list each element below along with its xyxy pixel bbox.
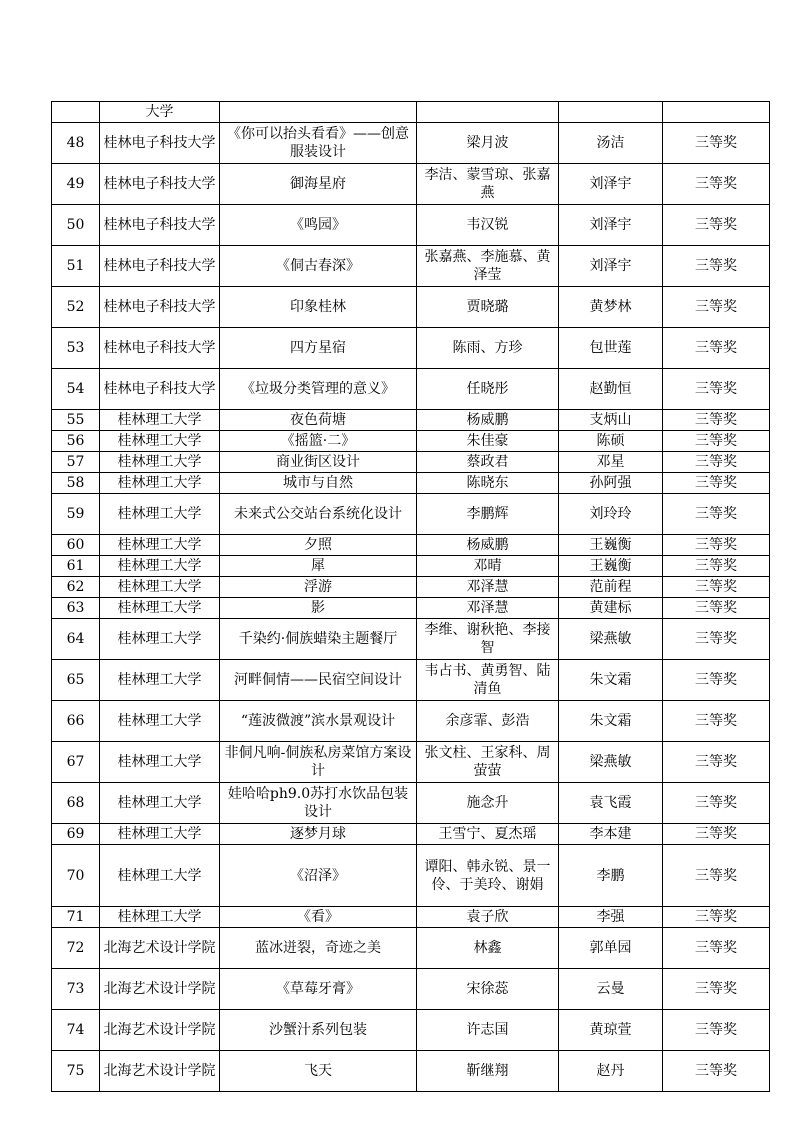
teacher-cell: 刘泽宇 [559, 164, 663, 205]
work-title-cell: 《摇篮·二》 [220, 431, 417, 452]
teacher-cell: 范前程 [559, 577, 663, 598]
teacher-cell: 朱文霜 [559, 660, 663, 701]
authors-cell: 李洁、蒙雪琼、张嘉燕 [417, 164, 559, 205]
award-cell: 三等奖 [663, 619, 770, 660]
row-number-cell: 58 [52, 473, 100, 494]
work-title-cell: 《看》 [220, 907, 417, 928]
teacher-cell [559, 102, 663, 123]
work-title-cell: 影 [220, 598, 417, 619]
teacher-cell: 梁燕敏 [559, 742, 663, 783]
table-row [52, 598, 770, 619]
teacher-cell: 黄梦林 [559, 287, 663, 328]
award-cell: 三等奖 [663, 1051, 770, 1092]
table-row [52, 287, 770, 328]
table-row [52, 824, 770, 845]
teacher-cell: 赵勤恒 [559, 369, 663, 410]
table-row [52, 473, 770, 494]
school-cell: 北海艺术设计学院 [100, 1010, 220, 1051]
award-cell: 三等奖 [663, 123, 770, 164]
row-number-cell: 74 [52, 1010, 100, 1051]
school-cell: 桂林理工大学 [100, 598, 220, 619]
row-number-cell: 65 [52, 660, 100, 701]
school-cell: 桂林电子科技大学 [100, 205, 220, 246]
work-title-cell [220, 102, 417, 123]
row-number-cell: 59 [52, 494, 100, 535]
work-title-cell: 商业街区设计 [220, 452, 417, 473]
award-cell: 三等奖 [663, 287, 770, 328]
school-cell: 桂林电子科技大学 [100, 287, 220, 328]
school-cell: 桂林电子科技大学 [100, 246, 220, 287]
teacher-cell: 云曼 [559, 969, 663, 1010]
table-row [52, 928, 770, 969]
award-cell: 三等奖 [663, 907, 770, 928]
row-number-cell: 67 [52, 742, 100, 783]
work-title-cell: 河畔侗情——民宿空间设计 [220, 660, 417, 701]
work-title-cell: 飞天 [220, 1051, 417, 1092]
school-cell: 大学 [100, 102, 220, 123]
authors-cell: 梁月波 [417, 123, 559, 164]
authors-cell: 张文柱、王家科、周萤萤 [417, 742, 559, 783]
school-cell: 北海艺术设计学院 [100, 928, 220, 969]
authors-cell: 邓晴 [417, 556, 559, 577]
row-number-cell: 66 [52, 701, 100, 742]
award-table-body [52, 102, 770, 1092]
table-row [52, 123, 770, 164]
school-cell: 桂林理工大学 [100, 431, 220, 452]
teacher-cell: 王巍衡 [559, 535, 663, 556]
award-cell: 三等奖 [663, 845, 770, 907]
authors-cell: 邓泽慧 [417, 598, 559, 619]
school-cell: 桂林电子科技大学 [100, 164, 220, 205]
award-cell: 三等奖 [663, 556, 770, 577]
authors-cell: 贾晓璐 [417, 287, 559, 328]
teacher-cell: 赵丹 [559, 1051, 663, 1092]
award-cell: 三等奖 [663, 494, 770, 535]
award-cell: 三等奖 [663, 969, 770, 1010]
award-cell: 三等奖 [663, 742, 770, 783]
award-cell: 三等奖 [663, 928, 770, 969]
row-number-cell: 75 [52, 1051, 100, 1092]
school-cell: 桂林理工大学 [100, 473, 220, 494]
award-cell: 三等奖 [663, 824, 770, 845]
table-row [52, 577, 770, 598]
row-number-cell: 64 [52, 619, 100, 660]
school-cell: 北海艺术设计学院 [100, 969, 220, 1010]
teacher-cell: 孙阿强 [559, 473, 663, 494]
authors-cell [417, 102, 559, 123]
teacher-cell: 李本建 [559, 824, 663, 845]
teacher-cell: 支炳山 [559, 410, 663, 431]
work-title-cell: 《你可以抬头看看》——创意服装设计 [220, 123, 417, 164]
work-title-cell: 蓝冰迸裂，奇迹之美 [220, 928, 417, 969]
teacher-cell: 黄建标 [559, 598, 663, 619]
school-cell: 桂林理工大学 [100, 619, 220, 660]
school-cell: 桂林电子科技大学 [100, 369, 220, 410]
school-cell: 北海艺术设计学院 [100, 1051, 220, 1092]
authors-cell: 余彦霏、彭浩 [417, 701, 559, 742]
award-cell [663, 102, 770, 123]
school-cell: 桂林理工大学 [100, 824, 220, 845]
table-row [52, 102, 770, 123]
table-row [52, 1010, 770, 1051]
award-cell: 三等奖 [663, 473, 770, 494]
row-number-cell: 50 [52, 205, 100, 246]
school-cell: 桂林理工大学 [100, 452, 220, 473]
teacher-cell: 刘泽宇 [559, 205, 663, 246]
award-cell: 三等奖 [663, 431, 770, 452]
teacher-cell: 李鹏 [559, 845, 663, 907]
school-cell: 桂林电子科技大学 [100, 123, 220, 164]
row-number-cell: 57 [52, 452, 100, 473]
authors-cell: 陈晓东 [417, 473, 559, 494]
school-cell: 桂林理工大学 [100, 701, 220, 742]
authors-cell: 朱佳豪 [417, 431, 559, 452]
table-row [52, 452, 770, 473]
school-cell: 桂林理工大学 [100, 577, 220, 598]
table-row [52, 431, 770, 452]
table-row [52, 494, 770, 535]
table-row [52, 164, 770, 205]
school-cell: 桂林理工大学 [100, 494, 220, 535]
authors-cell: 张嘉燕、李施慕、黄泽莹 [417, 246, 559, 287]
row-number-cell: 56 [52, 431, 100, 452]
authors-cell: 袁子欣 [417, 907, 559, 928]
work-title-cell: 《垃圾分类管理的意义》 [220, 369, 417, 410]
table-row [52, 845, 770, 907]
teacher-cell: 邓星 [559, 452, 663, 473]
award-cell: 三等奖 [663, 701, 770, 742]
school-cell: 桂林理工大学 [100, 783, 220, 824]
teacher-cell: 包世莲 [559, 328, 663, 369]
table-row [52, 907, 770, 928]
work-title-cell: “莲波微渡”滨水景观设计 [220, 701, 417, 742]
table-row [52, 1051, 770, 1092]
school-cell: 桂林电子科技大学 [100, 328, 220, 369]
teacher-cell: 袁飞霞 [559, 783, 663, 824]
teacher-cell: 陈硕 [559, 431, 663, 452]
work-title-cell: 《侗古春深》 [220, 246, 417, 287]
authors-cell: 杨威鹏 [417, 535, 559, 556]
teacher-cell: 王巍衡 [559, 556, 663, 577]
award-cell: 三等奖 [663, 783, 770, 824]
row-number-cell: 61 [52, 556, 100, 577]
award-cell: 三等奖 [663, 164, 770, 205]
table-row [52, 969, 770, 1010]
authors-cell: 邓泽慧 [417, 577, 559, 598]
award-cell: 三等奖 [663, 328, 770, 369]
award-cell: 三等奖 [663, 410, 770, 431]
table-row [52, 556, 770, 577]
teacher-cell: 刘泽宇 [559, 246, 663, 287]
table-row [52, 783, 770, 824]
authors-cell: 靳继翔 [417, 1051, 559, 1092]
table-row [52, 742, 770, 783]
teacher-cell: 李强 [559, 907, 663, 928]
work-title-cell: 浮游 [220, 577, 417, 598]
award-cell: 三等奖 [663, 577, 770, 598]
authors-cell: 陈雨、方珍 [417, 328, 559, 369]
work-title-cell: 《草莓牙膏》 [220, 969, 417, 1010]
row-number-cell: 69 [52, 824, 100, 845]
award-cell: 三等奖 [663, 598, 770, 619]
row-number-cell: 51 [52, 246, 100, 287]
table-row [52, 619, 770, 660]
authors-cell: 蔡政君 [417, 452, 559, 473]
teacher-cell: 梁燕敏 [559, 619, 663, 660]
work-title-cell: 千染约·侗族蜡染主题餐厅 [220, 619, 417, 660]
row-number-cell: 53 [52, 328, 100, 369]
table-row [52, 328, 770, 369]
work-title-cell: 《沼泽》 [220, 845, 417, 907]
table-row [52, 246, 770, 287]
work-title-cell: 夕照 [220, 535, 417, 556]
work-title-cell: 娃哈哈ph9.0苏打水饮品包装设计 [220, 783, 417, 824]
authors-cell: 谭阳、韩永锐、景一伶、于美玲、谢娟 [417, 845, 559, 907]
school-cell: 桂林理工大学 [100, 660, 220, 701]
award-cell: 三等奖 [663, 660, 770, 701]
row-number-cell: 49 [52, 164, 100, 205]
row-number-cell: 72 [52, 928, 100, 969]
row-number-cell: 55 [52, 410, 100, 431]
row-number-cell: 73 [52, 969, 100, 1010]
table-row [52, 205, 770, 246]
award-cell: 三等奖 [663, 452, 770, 473]
authors-cell: 宋徐蕊 [417, 969, 559, 1010]
authors-cell: 许志国 [417, 1010, 559, 1051]
row-number-cell [52, 102, 100, 123]
school-cell: 桂林理工大学 [100, 535, 220, 556]
teacher-cell: 刘玲玲 [559, 494, 663, 535]
work-title-cell: 城市与自然 [220, 473, 417, 494]
authors-cell: 韦占书、黄勇智、陆清鱼 [417, 660, 559, 701]
authors-cell: 王雪宁、夏杰瑶 [417, 824, 559, 845]
row-number-cell: 63 [52, 598, 100, 619]
work-title-cell: 印象桂林 [220, 287, 417, 328]
school-cell: 桂林理工大学 [100, 907, 220, 928]
table-row [52, 535, 770, 556]
row-number-cell: 71 [52, 907, 100, 928]
teacher-cell: 黄琼萱 [559, 1010, 663, 1051]
work-title-cell: 御海星府 [220, 164, 417, 205]
work-title-cell: 逐梦月球 [220, 824, 417, 845]
authors-cell: 杨威鹏 [417, 410, 559, 431]
award-cell: 三等奖 [663, 369, 770, 410]
row-number-cell: 60 [52, 535, 100, 556]
award-cell: 三等奖 [663, 535, 770, 556]
school-cell: 桂林理工大学 [100, 742, 220, 783]
work-title-cell: 夜色荷塘 [220, 410, 417, 431]
table-row [52, 701, 770, 742]
award-cell: 三等奖 [663, 205, 770, 246]
row-number-cell: 52 [52, 287, 100, 328]
table-row [52, 660, 770, 701]
teacher-cell: 汤洁 [559, 123, 663, 164]
school-cell: 桂林理工大学 [100, 410, 220, 431]
row-number-cell: 48 [52, 123, 100, 164]
award-table [51, 101, 770, 1092]
award-cell: 三等奖 [663, 246, 770, 287]
authors-cell: 施念升 [417, 783, 559, 824]
school-cell: 桂林理工大学 [100, 845, 220, 907]
row-number-cell: 68 [52, 783, 100, 824]
row-number-cell: 70 [52, 845, 100, 907]
work-title-cell: 未来式公交站台系统化设计 [220, 494, 417, 535]
work-title-cell: 《鸣园》 [220, 205, 417, 246]
table-row [52, 369, 770, 410]
work-title-cell: 四方星宿 [220, 328, 417, 369]
authors-cell: 李维、谢秋艳、李接智 [417, 619, 559, 660]
work-title-cell: 非侗凡响-侗族私房菜馆方案设计 [220, 742, 417, 783]
table-row [52, 410, 770, 431]
authors-cell: 林鑫 [417, 928, 559, 969]
row-number-cell: 62 [52, 577, 100, 598]
school-cell: 桂林理工大学 [100, 556, 220, 577]
row-number-cell: 54 [52, 369, 100, 410]
authors-cell: 李鹏辉 [417, 494, 559, 535]
work-title-cell: 沙蟹汁系列包装 [220, 1010, 417, 1051]
teacher-cell: 郭单园 [559, 928, 663, 969]
authors-cell: 韦汉锐 [417, 205, 559, 246]
work-title-cell: 犀 [220, 556, 417, 577]
authors-cell: 任晓彤 [417, 369, 559, 410]
award-cell: 三等奖 [663, 1010, 770, 1051]
teacher-cell: 朱文霜 [559, 701, 663, 742]
